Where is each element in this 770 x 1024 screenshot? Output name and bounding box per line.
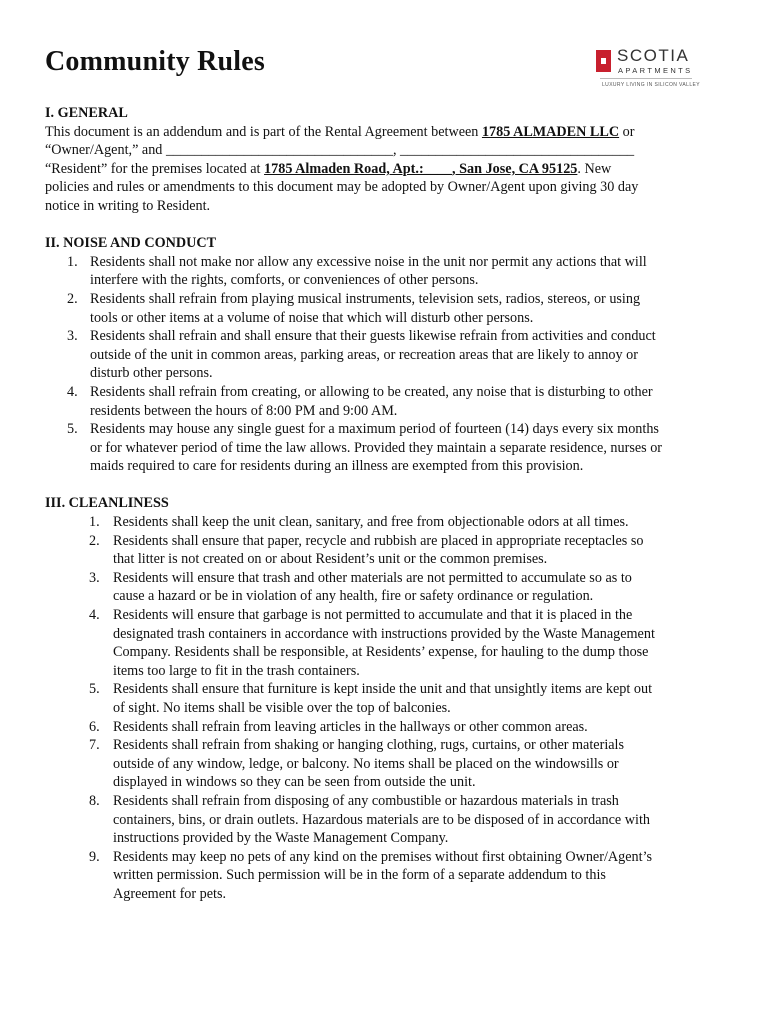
section-heading-general: I. GENERAL (45, 105, 128, 121)
list-item-line: that litter is not created on or about Resident’s unit or the common premises. (113, 551, 548, 568)
list-number: 5. (89, 681, 100, 698)
general-line-3: “Resident” for the premises located at 1785 Almaden Road, Apt.:____, San Jose, CA 95125. New (45, 160, 612, 177)
list-number: 3. (89, 569, 100, 586)
list-item-line: Residents shall refrain from playing musical instruments, television sets, radios, stereos, or using (90, 290, 641, 307)
list-item-line: written permission. Such permission will be in the form of a separate addendum to this (113, 867, 606, 884)
section-cleanliness (45, 494, 735, 903)
list-number: 8. (89, 792, 100, 809)
list-number: 5. (67, 421, 78, 438)
list-item-line: tools or other items at a volume of noise that which will disturb other persons. (90, 309, 534, 326)
general-line-2: “Owner/Agent,” and ________________________________, _________________________________ (45, 142, 635, 159)
list-item-line: instructions provided by the Waste Management Company. (113, 830, 449, 847)
section-heading-cleanliness: III. CLEANLINESS (45, 495, 169, 512)
general-line-1: This document is an addendum and is part of the Rental Agreement between 1785 ALMADEN LLC or (45, 123, 635, 140)
list-number: 4. (89, 607, 100, 624)
list-number: 2. (67, 290, 78, 307)
list-item-line: Residents shall ensure that paper, recycle and rubbish are placed in appropriate receptacles so (113, 532, 644, 549)
list-item-line: Residents may keep no pets of any kind on the premises without first obtaining Owner/Agent’s (113, 848, 653, 865)
list-item-line: Residents shall refrain and shall ensure that their guests likewise refrain from activities and conduct (90, 328, 656, 345)
logo-divider (600, 78, 692, 79)
general-line-4: policies and rules or amendments to this document may be adopted by Owner/Agent upon giving 30 day (45, 179, 639, 196)
logo-brand: SCOTIA (617, 46, 690, 65)
list-item (45, 718, 735, 737)
list-item (45, 736, 735, 792)
owner-name: 1785 ALMADEN LLC (481, 123, 620, 140)
section-general (45, 104, 735, 216)
list-item-line: Company. Residents shall be responsible, at Residents’ expense, for hauling to the dump those (113, 644, 649, 661)
list-number: 3. (67, 328, 78, 345)
list-number: 2. (89, 532, 100, 549)
list-item-line: Residents will ensure that trash and other materials are not permitted to accumulate so as to (113, 569, 632, 586)
premises-address: 1785 Almaden Road, Apt.:____, San Jose, CA 95125 (264, 160, 578, 177)
list-item-line: maids required to care for residents during an illness are exempted from this provision. (90, 458, 584, 475)
list-item-line: containers, bins, or drain outlets. Hazardous materials are to be disposed of in accordance with (113, 811, 650, 828)
list-item-line: or for whatever period of time the law allows. Provided they maintain a separate residence, nurses or (90, 439, 663, 456)
general-line-5: notice in writing to Resident. (45, 197, 211, 214)
logo-subtitle: APARTMENTS (618, 66, 693, 75)
logo-mark-icon (596, 50, 611, 72)
list-item-line: Residents shall ensure that furniture is kept inside the unit and that unsightly items are kept out (113, 681, 653, 698)
list-item (45, 606, 735, 680)
list-item-line: Residents may house any single guest for a maximum period of fourteen (14) days every six months (90, 421, 659, 438)
list-item-line: Residents shall refrain from disposing of any combustible or hazardous materials in trash (113, 792, 619, 809)
list-item-line: displayed in windows so they can be seen from outside the unit. (113, 774, 476, 791)
logo-tagline: LUXURY LIVING IN SILICON VALLEY (602, 82, 700, 88)
cleanliness-rules-list (45, 513, 735, 903)
list-item (45, 848, 735, 904)
document-body (45, 104, 735, 904)
list-item-line: Agreement for pets. (113, 885, 227, 902)
list-item-line: outside of the unit in common areas, parking areas, or recreation areas that are likely to annoy or (90, 346, 638, 363)
list-item (45, 569, 735, 606)
page-title: Community Rules (45, 46, 266, 77)
list-number: 9. (89, 848, 100, 865)
list-item-line: Residents shall refrain from shaking or hanging clothing, rugs, curtains, or other materials (113, 737, 625, 754)
list-item-line: of sight. No items shall be visible over the top of balconies. (113, 700, 451, 716)
list-item (45, 420, 735, 476)
list-item-line: outside of any window, ledge, or balcony. No items shall be placed on the windowsills or (113, 755, 619, 772)
list-number: 4. (67, 383, 78, 400)
list-item-line: interfere with the rights, comforts, or conveniences of other persons. (90, 272, 479, 289)
list-item-line: Residents shall refrain from creating, or allowing to be created, any noise that is disturbing to other (90, 383, 653, 400)
scotia-logo (596, 46, 700, 92)
list-item (45, 792, 735, 848)
list-item (45, 327, 735, 383)
list-number: 6. (89, 718, 100, 735)
list-item-line: residents between the hours of 8:00 PM and 9:00 AM. (90, 402, 398, 419)
list-number: 1. (89, 514, 100, 531)
list-item-line: Residents shall not make nor allow any excessive noise in the unit nor permit any actions that will (90, 253, 647, 270)
list-number: 1. (67, 253, 78, 270)
list-item (45, 680, 735, 717)
list-item-line: Residents shall refrain from leaving articles in the hallways or other common areas. (113, 718, 588, 735)
list-number: 7. (89, 737, 100, 754)
list-item-line: Residents shall keep the unit clean, sanitary, and free from objectionable odors at all times. (113, 514, 629, 531)
list-item (45, 290, 735, 327)
list-item (45, 532, 735, 569)
list-item-line: Residents will ensure that garbage is not permitted to accumulate and that it is placed in the (113, 607, 633, 624)
list-item (45, 383, 735, 420)
list-item-line: designated trash containers in accordance with instructions provided by the Waste Management (113, 625, 655, 642)
list-item (45, 513, 735, 532)
noise-rules-list (45, 253, 735, 476)
section-heading-noise: II. NOISE AND CONDUCT (45, 235, 217, 252)
section-noise (45, 234, 735, 476)
list-item-line: items too large to fit in the trash containers. (113, 662, 360, 679)
list-item (45, 253, 735, 290)
list-item-line: disturb other persons. (90, 365, 213, 382)
list-item-line: cause a hazard or be in violation of any health, fire or safety ordinance or regulation. (113, 588, 594, 605)
